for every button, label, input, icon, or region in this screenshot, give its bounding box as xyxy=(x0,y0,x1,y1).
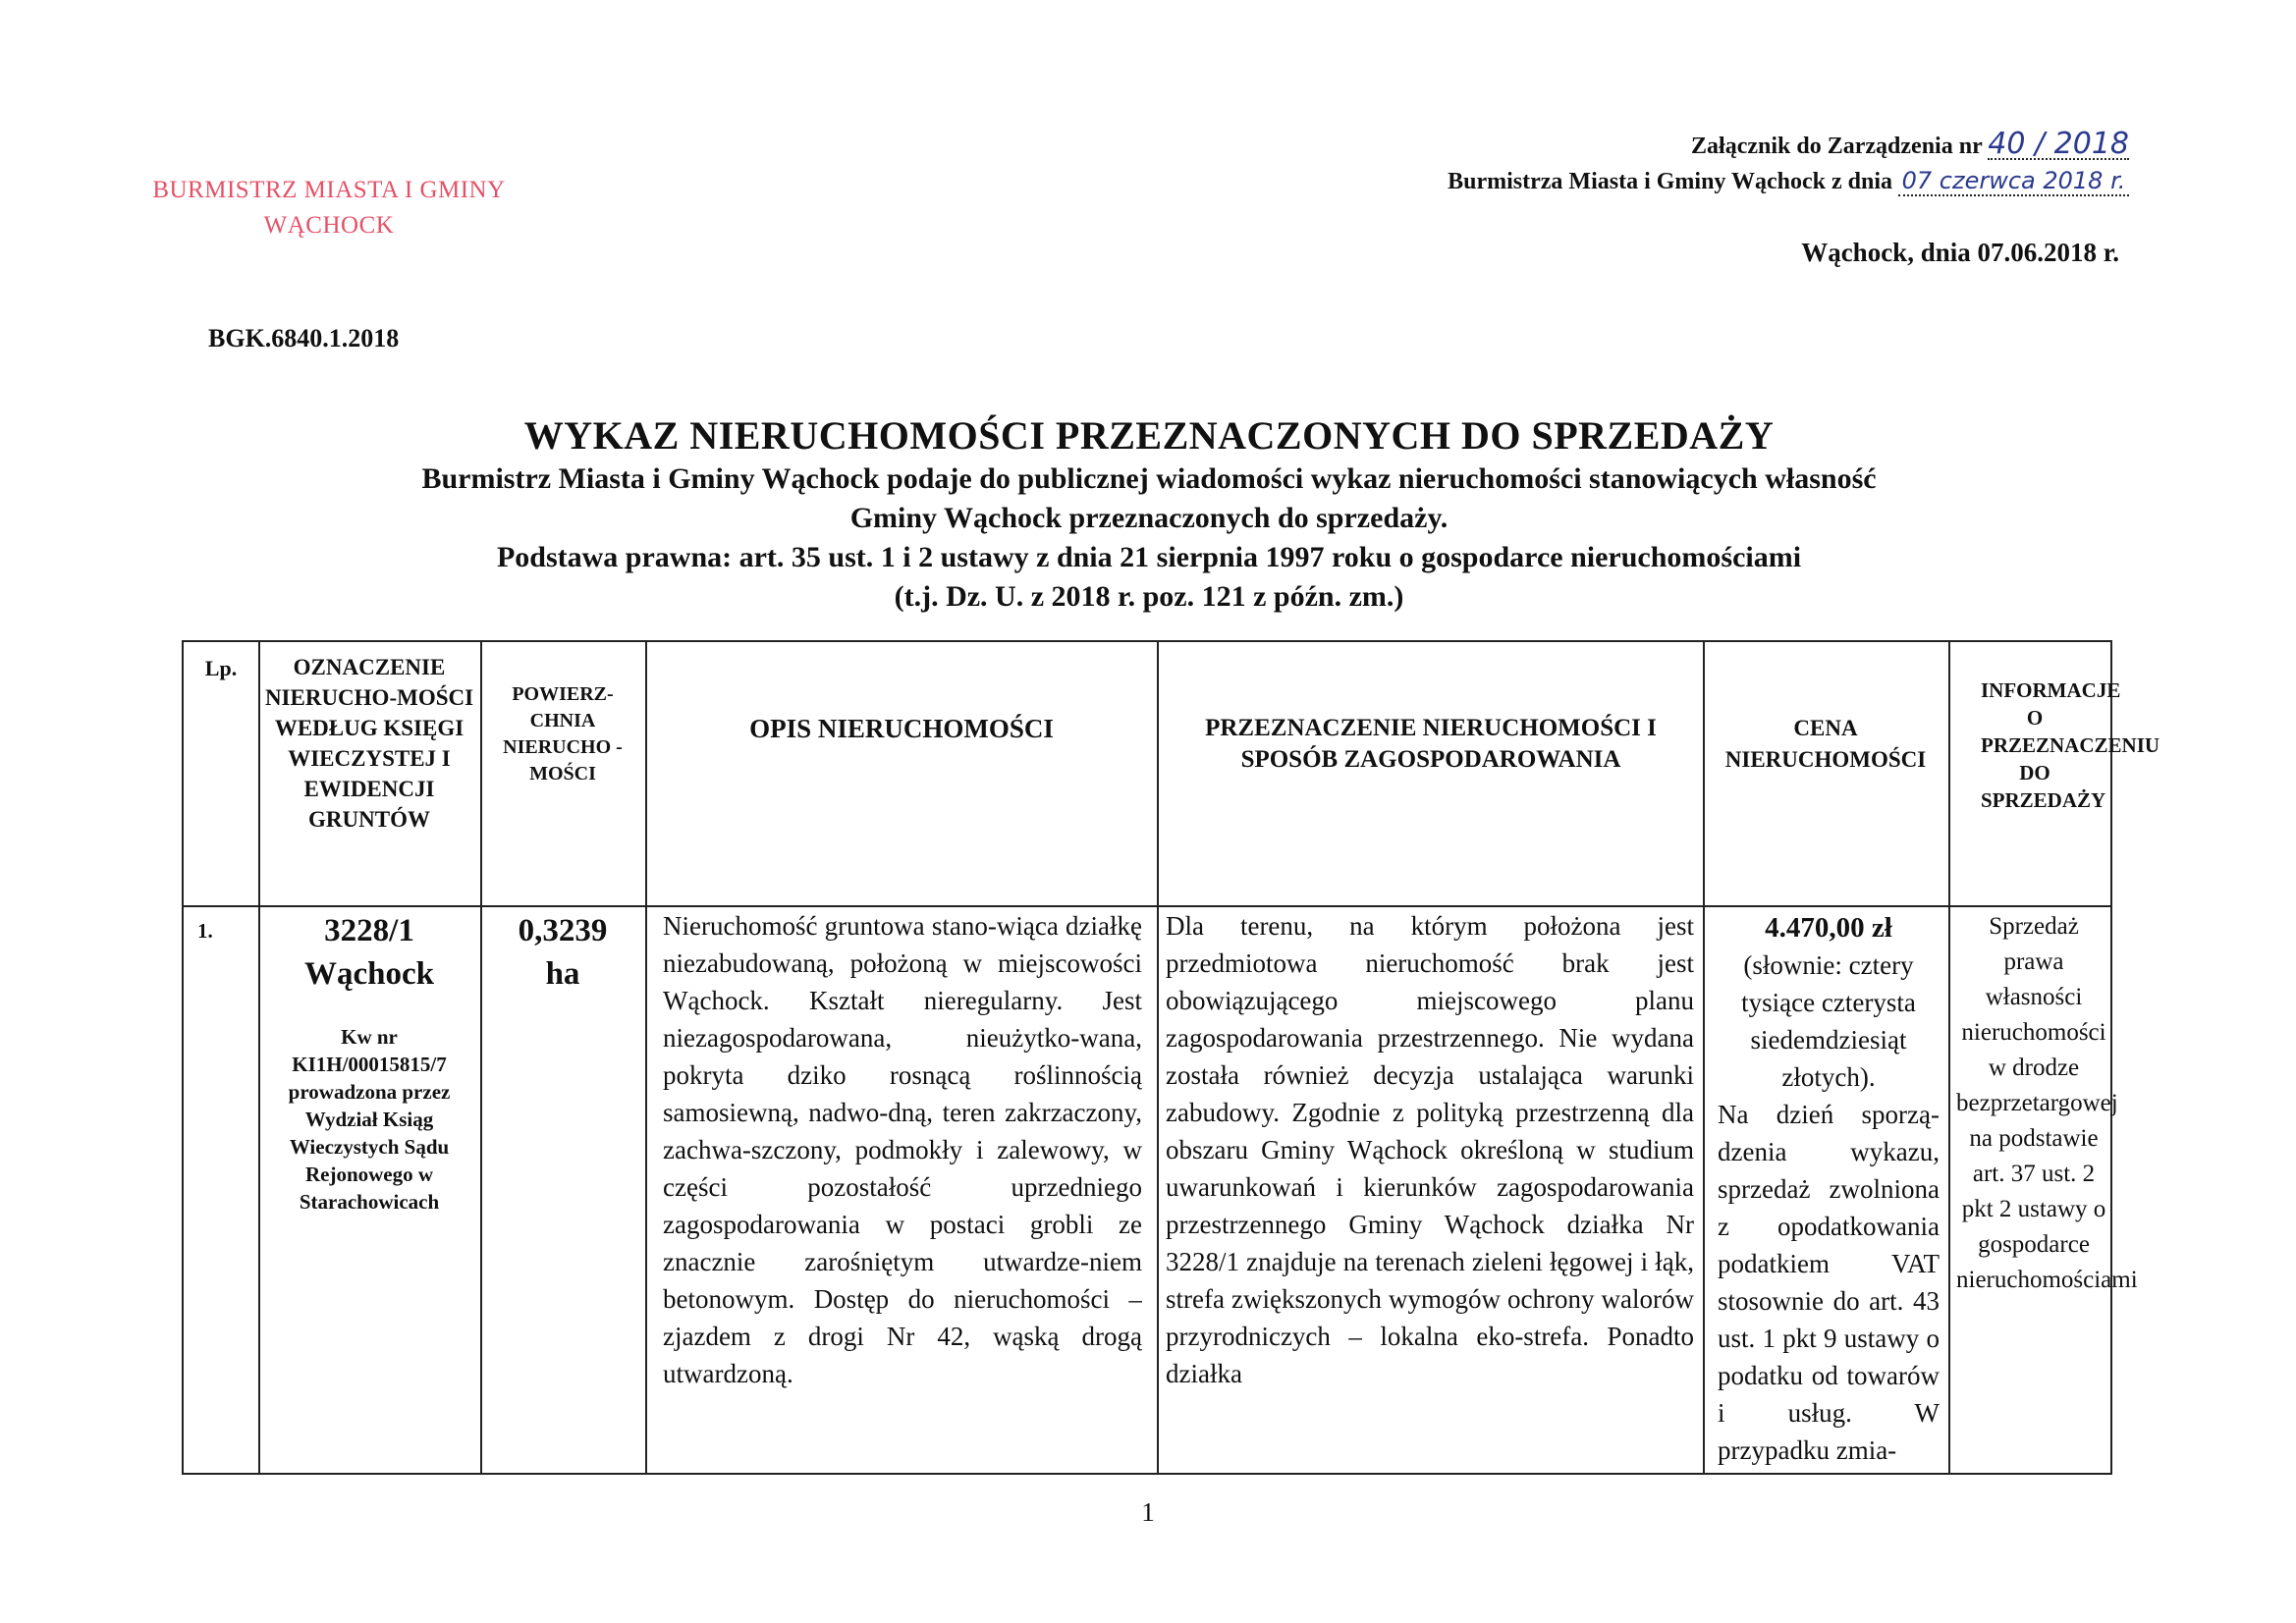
stamp-line-1: BURMISTRZ MIASTA I GMINY xyxy=(152,177,506,203)
table-col-divider xyxy=(1157,642,1159,1473)
price-vat-note: Na dzień sporzą-dzenia wykazu, sprzedaż zwolniona z opodatkowania podatkiem VAT stosownie do art. 43 ust. 1 pkt 9 ustawy o podatku od towarów i usług. W przypadku zmia- xyxy=(1718,1100,1940,1465)
place-date: Wąchock, dnia 07.06.2018 r. xyxy=(1801,238,2119,267)
row-lp: 1. xyxy=(197,919,213,943)
issuer-label: Burmistrza Miasta i Gminy Wąchock z dnia xyxy=(1448,169,1892,194)
official-stamp xyxy=(147,173,511,243)
attachment-header xyxy=(1448,129,2129,199)
table-col-divider xyxy=(258,642,260,1473)
price-words: (słownie: cztery tysiące czterysta siedemdziesiąt złotych). xyxy=(1741,950,1916,1092)
page-number: 1 xyxy=(1141,1497,1155,1527)
title-line-3: Podstawa prawna: art. 35 ust. 1 i 2 ustawy z dnia 21 sierpnia 1997 roku o gospodarce nieruchomościami xyxy=(496,541,1802,573)
kw-number: KI1H/00015815/7 xyxy=(292,1053,447,1076)
header-area: POWIERZ-CHNIA NIERUCHO -MOŚCI xyxy=(503,683,623,784)
header-purpose: PRZEZNACZENIE NIERUCHOMOŚCI I SPOSÓB ZAGOSPODAROWANIA xyxy=(1205,715,1657,773)
plot-location: Wąchock xyxy=(304,956,434,992)
header-description: OPIS NIERUCHOMOŚCI xyxy=(749,714,1054,743)
header-designation: OZNACZENIE NIERUCHO-MOŚCI WEDŁUG KSIĘGI WIECZYSTEJ I EWIDENCJI GRUNTÓW xyxy=(264,655,474,832)
attachment-label: Załącznik do Zarządzenia nr xyxy=(1691,134,1983,159)
purpose-cell: Dla terenu, na którym położona jest przedmiotowa nieruchomość brak jest obowiązującego miejscowego planu zagospodarowania przestrzennego. Nie wydana została również decyzja ustalająca warunki zabudowy. Zgodnie z polityką przestrzenną dla obszaru Gminy Wąchock określoną w studium uwarunkowań i kierunków zagospodarowania przestrzennego Gminy Wąchock działka Nr 3228/1 znajduje na terenach zieleni łęgowej i łąk, strefa zwiększonych wymogów ochrony walorów przyrodniczych – lokalna eko-strefa. Ponadto działka xyxy=(1166,911,1694,1388)
title-line-1: Burmistrz Miasta i Gminy Wąchock podaje do publicznej wiadomości wykaz nieruchomości stanowiących własność xyxy=(421,462,1877,495)
table-col-divider xyxy=(1703,642,1705,1473)
header-lp: Lp. xyxy=(204,656,238,680)
kw-keeper: prowadzona przez Wydział Ksiąg Wieczystych Sądu Rejonowego w Starachowicach xyxy=(288,1080,451,1214)
table-col-divider xyxy=(645,642,647,1473)
header-info: INFORMACJE O PRZEZNACZENIU DO SPRZEDAŻY xyxy=(1981,678,2160,812)
document-title: WYKAZ NIERUCHOMOŚCI PRZEZNACZONYCH DO SPRZEDAŻY xyxy=(523,413,1775,458)
table-col-divider xyxy=(1948,642,1950,1473)
attachment-number-handwritten: 40 / 2018 xyxy=(1988,127,2129,161)
table-col-divider xyxy=(480,642,482,1473)
area-cell xyxy=(484,909,641,996)
plot-number: 3228/1 xyxy=(324,913,414,948)
property-table xyxy=(182,640,2160,1475)
designation-cell xyxy=(262,909,476,1216)
title-line-2: Gminy Wąchock przeznaczonych do sprzedaży. xyxy=(849,502,1449,534)
price-cell xyxy=(1718,909,1940,1475)
header-price: CENA NIERUCHOMOŚCI xyxy=(1724,716,1927,772)
stamp-line-2: WĄCHOCK xyxy=(263,212,395,239)
area-unit: ha xyxy=(545,956,580,992)
issuer-date-handwritten: 07 czerwca 2018 r. xyxy=(1898,167,2129,196)
area-value: 0,3239 xyxy=(518,913,608,948)
info-cell: Sprzedaż prawa własności nieruchomości w drodze bezprzetargowej na podstawie art. 37 ust. 2 pkt 2 ustawy o gospodarce nieruchomościami xyxy=(1956,913,2138,1293)
kw-label: Kw nr xyxy=(341,1025,398,1049)
table-header-divider xyxy=(184,905,2110,907)
price-value: 4.470,00 zł xyxy=(1765,912,1892,944)
title-line-4: (t.j. Dz. U. z 2018 r. poz. 121 z późn. zm.) xyxy=(894,580,1404,613)
reference-number: BGK.6840.1.2018 xyxy=(208,324,400,352)
title-block xyxy=(167,412,2131,617)
description-cell: Nieruchomość gruntowa stano-wiąca działkę niezabudowaną, położoną w miejscowości Wąchock. Kształt nieregularny. Jest niezagospodarowana, nieużytko-wana, pokryta dziko rosnącą roślinnością samosiewną, nadwo-dną, teren zakrzaczony, zachwa-szczony, podmokły i zalewowy, w części pozostałość uprzedniego zagospodarowania w postaci grobli ze znacznie zarośniętym utwardze-niem betonowym. Dostęp do nieruchomości – zjazdem z drogi Nr 42, wąską drogą utwardzoną. xyxy=(663,911,1142,1388)
